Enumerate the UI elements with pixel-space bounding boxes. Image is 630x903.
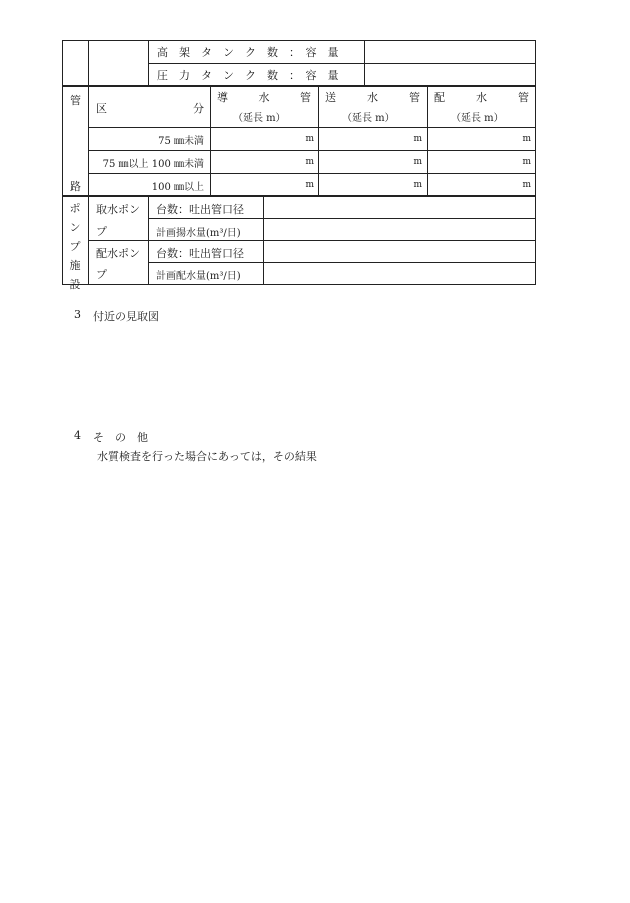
row-cell-unit[interactable]: m — [305, 180, 314, 190]
col-header-unit: （延長 m） — [233, 113, 286, 124]
pressure-tank-value[interactable] — [366, 65, 534, 85]
row-cell-unit[interactable]: m — [522, 180, 531, 190]
pipe-label-bottom: 路 — [70, 180, 81, 193]
distribution-pump-count-label: 台数：吐出管口径 — [156, 247, 244, 260]
col-header-char: 管 — [409, 91, 420, 104]
elevated-tank-label: 高 架 タ ン ク 数 ： 容 量 — [157, 46, 339, 59]
pipe-table-divider — [210, 86, 211, 196]
pump-table-divider — [88, 240, 536, 241]
pump-label-char: ポ — [69, 202, 81, 215]
section-4-number: 4 — [74, 429, 81, 442]
intake-pump-name: 取水ポン — [96, 203, 140, 216]
tank-table-divider — [88, 40, 89, 86]
distribution-pump-name: 配水ポン — [96, 247, 140, 260]
pump-label-char: 施 — [69, 259, 81, 272]
col-header-char: 水 — [258, 91, 270, 104]
col-header-transmission — [325, 89, 420, 105]
col-header-char: 水 — [476, 91, 487, 104]
row-cell-unit[interactable]: m — [305, 157, 314, 167]
row-label-75-to-100: 75 ㎜以上 100 ㎜未満 — [102, 159, 204, 170]
row-label-over-100: 100 ㎜以上 — [151, 182, 204, 193]
elevated-tank-value[interactable] — [366, 42, 534, 62]
col-header-char: 管 — [300, 91, 311, 104]
col-header-char: 水 — [367, 91, 378, 104]
col-header-unit: （延長 m） — [342, 113, 395, 124]
row-cell-unit[interactable]: m — [522, 134, 531, 144]
tank-table-divider — [148, 63, 536, 64]
distribution-pump-name-2: プ — [96, 268, 107, 281]
pressure-tank-label: 圧 力 タ ン ク 数 ： 容 量 — [157, 69, 339, 82]
pipe-table-divider — [88, 86, 89, 196]
section-header — [96, 100, 204, 116]
pump-label-char: プ — [69, 240, 81, 253]
distribution-pump-volume-value[interactable] — [265, 264, 534, 283]
pipe-table-divider — [88, 173, 536, 174]
row-label-under-75: 75 ㎜未満 — [158, 136, 204, 147]
pump-label-char: 設 — [69, 278, 81, 291]
intake-pump-count-label: 台数：吐出管口径 — [156, 203, 244, 216]
intake-pump-name-2: プ — [96, 225, 107, 238]
intake-pump-volume-value[interactable] — [265, 220, 534, 239]
pipe-table-divider — [88, 127, 536, 128]
section-3-number: 3 — [74, 308, 81, 321]
row-cell-unit[interactable]: m — [305, 134, 314, 144]
vicinity-map-area — [62, 326, 536, 422]
row-cell-unit[interactable]: m — [522, 157, 531, 167]
col-header-char: 配 — [434, 91, 445, 104]
distribution-pump-volume-label: 計画配水量(m³/日) — [156, 271, 241, 282]
col-header-char: 送 — [325, 91, 336, 104]
col-header-conveyance — [217, 89, 311, 105]
section-header-right: 分 — [193, 102, 204, 115]
intake-pump-count-value[interactable] — [265, 198, 534, 217]
pump-table-divider — [148, 218, 536, 219]
intake-pump-volume-label: 計画揚水量(m³/日) — [156, 228, 241, 239]
pipe-table-divider — [318, 86, 319, 196]
row-cell-unit[interactable]: m — [413, 157, 422, 167]
col-header-char: 導 — [217, 91, 228, 104]
pump-table-divider — [148, 262, 536, 263]
pipe-label-top: 管 — [70, 94, 81, 107]
section-4-text: 水質検査を行った場合にあっては，その結果 — [97, 450, 317, 463]
section-header-left: 区 — [96, 102, 107, 115]
col-header-distribution — [434, 89, 529, 105]
row-cell-unit[interactable]: m — [413, 134, 422, 144]
col-header-unit: （延長 m） — [451, 113, 504, 124]
section-4-title: そ の 他 — [93, 431, 148, 444]
pipe-table-divider — [427, 86, 428, 196]
pump-label-char: ン — [69, 221, 81, 234]
pump-facility-label — [68, 199, 82, 294]
row-cell-unit[interactable]: m — [413, 180, 422, 190]
section-3-title: 付近の見取図 — [93, 310, 159, 323]
pipe-table-divider — [88, 150, 536, 151]
distribution-pump-count-value[interactable] — [265, 242, 534, 261]
col-header-char: 管 — [518, 91, 529, 104]
